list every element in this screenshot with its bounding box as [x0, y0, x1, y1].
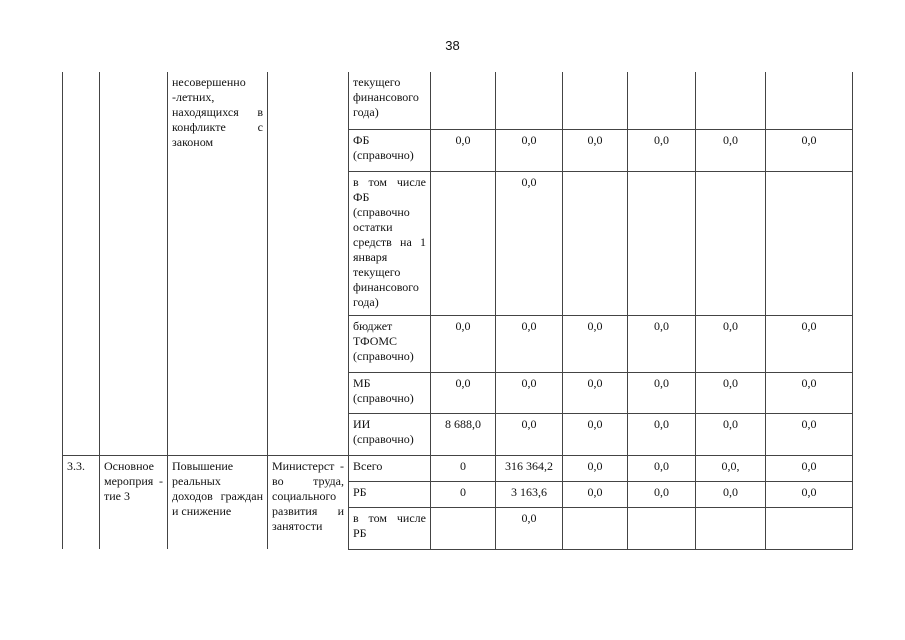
- value-cell: [431, 507, 496, 549]
- value-cell: 0: [431, 455, 496, 481]
- value-cell: 0,0: [628, 315, 696, 372]
- value-cell: [628, 171, 696, 315]
- source-cell: ФБ (справочно): [349, 129, 431, 171]
- value-cell: 0,0: [496, 413, 563, 455]
- value-cell: 0,0: [563, 481, 628, 507]
- table-row: [63, 72, 853, 129]
- value-cell: [431, 171, 496, 315]
- page-number: 38: [445, 38, 460, 53]
- value-cell: 0,0: [766, 372, 853, 413]
- value-cell: [563, 171, 628, 315]
- name-cell: [168, 455, 268, 549]
- event-text: Основное мероприя - тие 3: [104, 458, 163, 503]
- value-cell: 0,0: [563, 315, 628, 372]
- source-cell: РБ: [349, 481, 431, 507]
- value-cell: 0,0: [766, 455, 853, 481]
- value-cell: 0,0: [696, 315, 766, 372]
- value-cell: 316 364,2: [496, 455, 563, 481]
- value-cell: 0,0: [766, 315, 853, 372]
- name-text: несовершенно -летних, находящихся в конфликте с законом: [172, 75, 263, 149]
- value-cell: 3 163,6: [496, 481, 563, 507]
- value-cell: 0,0: [496, 129, 563, 171]
- value-cell: [563, 72, 628, 129]
- value-cell: [431, 72, 496, 129]
- value-cell: 0,0: [496, 171, 563, 315]
- value-cell: 0,0: [628, 481, 696, 507]
- source-cell: текущего финансового года): [349, 72, 431, 129]
- executor-cell: [268, 455, 349, 549]
- value-cell: [696, 72, 766, 129]
- value-cell: [628, 72, 696, 129]
- value-cell: 0,0: [563, 413, 628, 455]
- value-cell: [496, 72, 563, 129]
- value-cell: 0,0: [563, 129, 628, 171]
- name-text: Повышение реальных доходов граждан и снижение: [172, 458, 263, 518]
- value-cell: [766, 72, 853, 129]
- value-cell: 0,0: [696, 413, 766, 455]
- value-cell: [696, 171, 766, 315]
- value-cell: 0,0: [696, 129, 766, 171]
- value-cell: 0,0: [496, 372, 563, 413]
- value-cell: 0,0: [766, 129, 853, 171]
- value-cell: 0,0: [563, 455, 628, 481]
- value-cell: 0,0: [628, 455, 696, 481]
- source-cell: в том числе РБ: [349, 507, 431, 549]
- value-cell: 0,0,: [696, 455, 766, 481]
- value-cell: 0,0: [696, 481, 766, 507]
- value-cell: [766, 171, 853, 315]
- source-cell: МБ (справочно): [349, 372, 431, 413]
- value-cell: 0,0: [496, 507, 563, 549]
- value-cell: 0: [431, 481, 496, 507]
- name-cell: [168, 72, 268, 455]
- value-cell: 0,0: [431, 315, 496, 372]
- value-cell: [563, 507, 628, 549]
- value-cell: 0,0: [766, 481, 853, 507]
- value-cell: 0,0: [628, 372, 696, 413]
- value-cell: [628, 507, 696, 549]
- value-cell: [696, 507, 766, 549]
- value-cell: 0,0: [766, 413, 853, 455]
- executor-text: Министерст - во труда, социального развития и занятости: [272, 458, 344, 533]
- value-cell: 0,0: [431, 129, 496, 171]
- event-cell: [100, 72, 168, 455]
- value-cell: 0,0: [431, 372, 496, 413]
- value-cell: 0,0: [628, 413, 696, 455]
- number-cell: 3.3.: [63, 455, 100, 549]
- number-cell: [63, 72, 100, 455]
- table-row: [63, 455, 853, 481]
- source-cell: ИИ (справочно): [349, 413, 431, 455]
- value-cell: [766, 507, 853, 549]
- source-cell: в том числе ФБ (справочно остатки средств на 1 января текущего финансового года): [349, 171, 431, 315]
- value-cell: 0,0: [563, 372, 628, 413]
- budget-table: [62, 72, 853, 550]
- value-cell: 0,0: [628, 129, 696, 171]
- source-cell: бюджет ТФОМС (справочно): [349, 315, 431, 372]
- event-cell: [100, 455, 168, 549]
- value-cell: 0,0: [496, 315, 563, 372]
- value-cell: 8 688,0: [431, 413, 496, 455]
- source-cell: Всего: [349, 455, 431, 481]
- value-cell: 0,0: [696, 372, 766, 413]
- executor-cell: [268, 72, 349, 455]
